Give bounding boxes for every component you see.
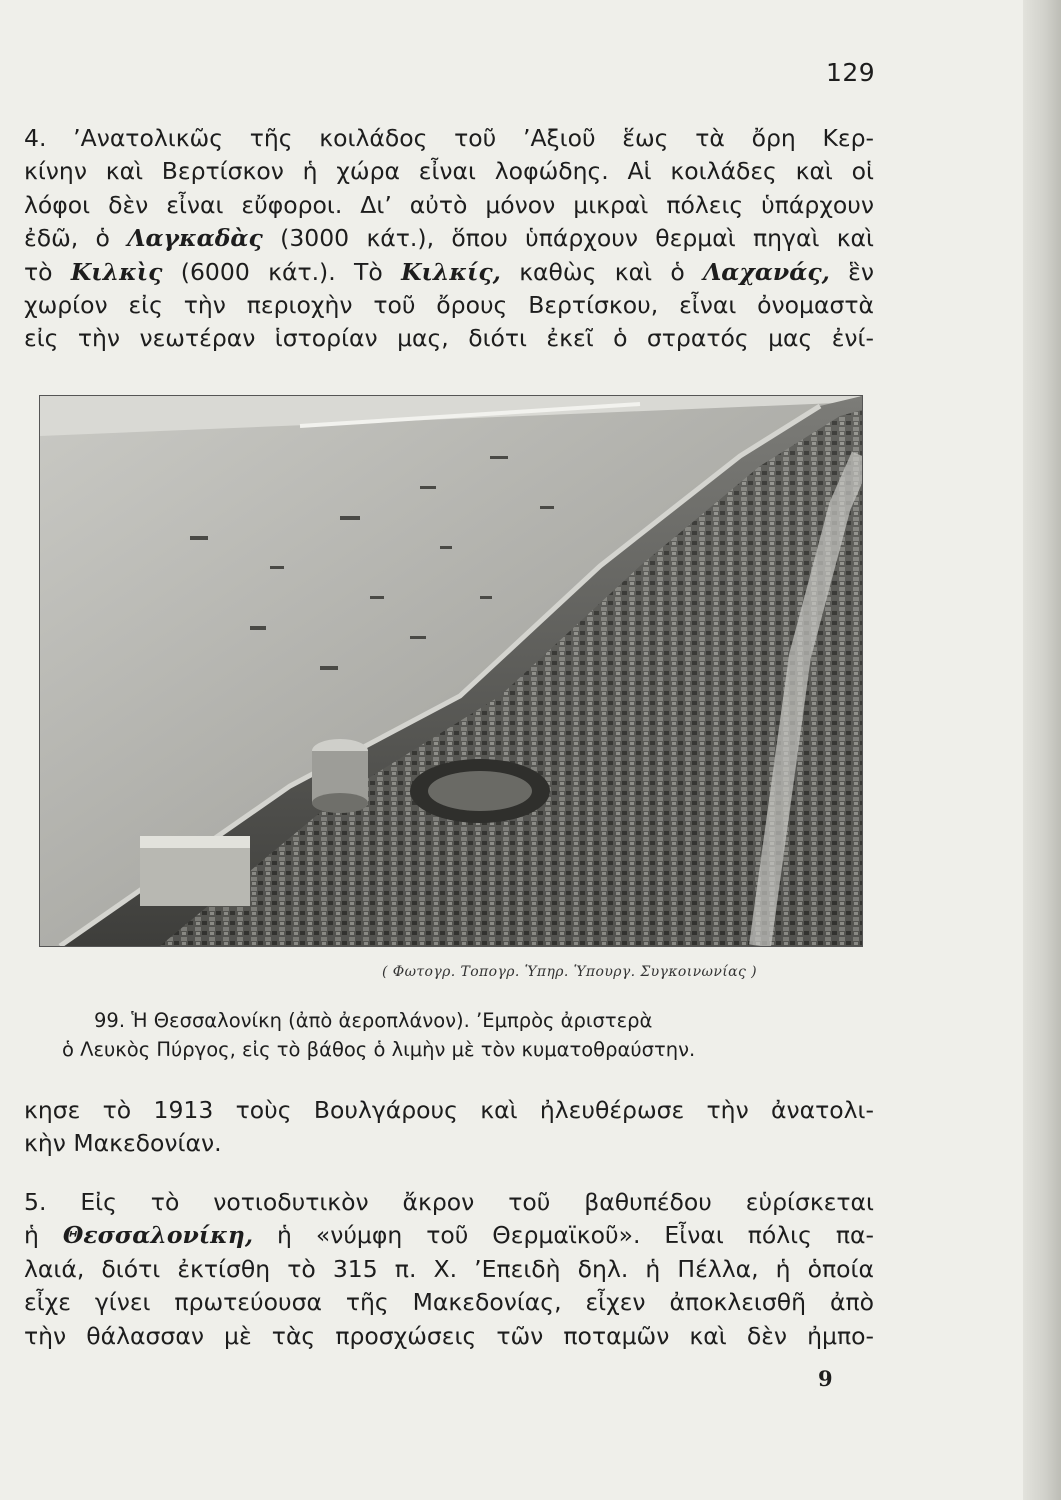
text-run: τὸ [24,257,71,286]
caption-text: 99. Ἡ Θεσσαλονίκη (ἀπὸ ἀεροπλάνον). ’Εμπρὸς ἀριστερὰ [94,1009,653,1032]
text-line: κὴν Μακεδονίαν. [24,1129,222,1158]
caption-text: ὁ Λευκὸς Πύργος, εἰς τὸ βάθος ὁ λιμὴν μὲ τὸν κυματοθραύστην. [62,1038,696,1061]
text-run: (3000 κάτ.), ὅπου ὑπάρχουν θερμαὶ πηγαὶ καὶ [262,224,874,253]
photo-credit: ( Φωτογρ. Τοπογρ. Ὑπηρ. Ὑπουργ. Συγκοινωνίας ) [382,964,757,980]
aerial-photo-drawing [40,396,862,946]
text-line [24,222,874,255]
text-line: λαιά, διότι ἐκτίσθη τὸ 315 π. Χ. ’Επειδὴ δηλ. ἡ Πέλλα, ἡ ὁποία [24,1254,874,1283]
paragraph-continuation [24,1094,874,1161]
text-line: εἶχε γίνει πρωτεύουσα τῆς Μακεδονίας, εἶχεν ἀποκλεισθῆ ἀπὸ [24,1288,874,1317]
text-line: κησε τὸ 1913 τοὺς Βουλγάρους καὶ ἠλευθέρωσε τὴν ἀνατολι- [24,1096,874,1124]
text-run: (6000 κάτ.). Τὸ [162,257,402,286]
place-name-thessaloniki: Θεσσαλονίκη, [62,1221,254,1250]
text-run: ἡ [24,1221,63,1250]
text-line: κίνην καὶ Βερτίσκον ἡ χώρα εἶναι λοφώδης. Αἱ κοιλάδες καὶ οἱ [24,157,874,186]
text-run: ἓν [829,257,874,286]
figure-caption-line-2 [62,1035,844,1064]
paragraph-section-4 [24,122,874,356]
text-line: τὴν θάλασσαν μὲ τὰς προσχώσεις τῶν ποταμῶν καὶ δὲν ἠμπο- [24,1321,874,1350]
text-line: εἰς τὴν νεωτέραν ἱστορίαν μας, διότι ἐκεῖ ὁ στρατός μας ἐνί- [24,324,874,353]
place-name-kilkis: Κιλκὶς [70,257,163,286]
place-name-lachanas: Λαχανάς, [703,257,830,286]
text-run: ἐδῶ, ὁ [24,224,128,253]
text-line: 4. ’Ανατολικῶς τῆς κοιλάδος τοῦ ’Αξιοῦ ἕως τὰ ὄρη Κερ- [24,124,874,152]
text-line: 5. Εἰς τὸ νοτιοδυτικὸν ἄκρον τοῦ βαθυπέδου εὑρίσκεται [24,1188,874,1216]
printer-signature-mark: 9 [818,1366,833,1391]
place-name-kilkis-2: Κιλκίς, [401,257,501,286]
text-line [24,1219,874,1252]
paragraph-section-5 [24,1186,874,1353]
text-run: καθὼς καὶ ὁ [500,257,704,286]
text-line: χωρίον εἰς τὴν περιοχὴν τοῦ ὄρους Βερτίσκου, εἶναι ὀνομαστὰ [24,291,874,320]
page-number: 129 [826,58,876,87]
place-name-lagkadas: Λαγκαδὰς [127,224,263,253]
aerial-photo-thessaloniki [40,396,862,946]
text-run: ἡ «νύμφη τοῦ Θερμαϊκοῦ». Εἶναι πόλις πα- [253,1221,874,1250]
text-line: λόφοι δὲν εἶναι εὔφοροι. Δι’ αὐτὸ μόνον μικραὶ πόλεις ὑπάρχουν [24,190,874,219]
figure-caption-line-1 [94,1006,876,1035]
page-edge [1023,0,1061,1500]
text-line [24,256,874,289]
